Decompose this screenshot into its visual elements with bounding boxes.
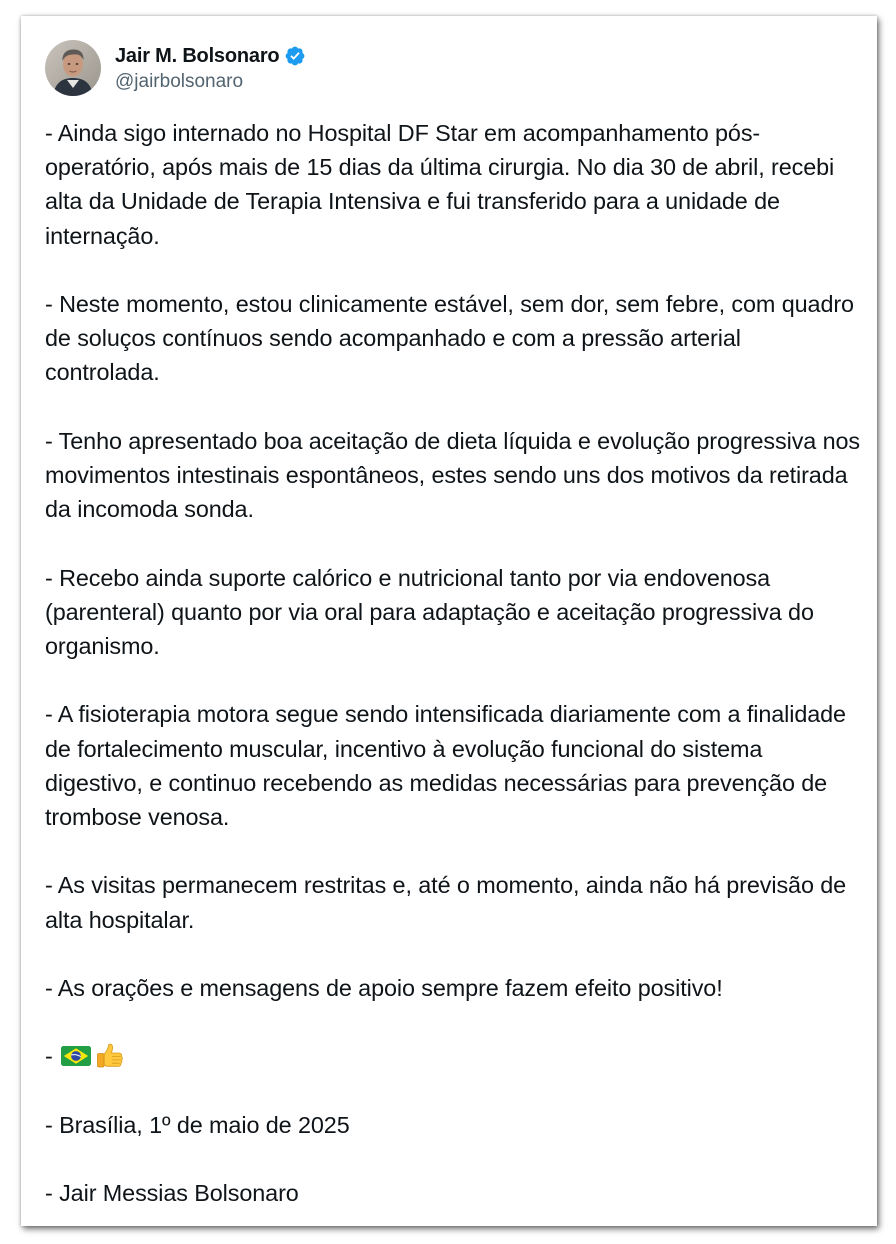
tweet-paragraph: - As orações e mensagens de apoio sempre fazem efeito positivo!: [45, 974, 723, 1001]
brazil-flag-icon: [61, 1046, 91, 1066]
tweet-paragraph: - Neste momento, estou clinicamente estável, sem dor, sem febre, com quadro de soluços contínuos sendo acompanhado e com a pressão arterial controlada.: [45, 291, 854, 386]
author-names: [115, 43, 306, 93]
tweet-paragraph: - Tenho apresentado boa aceitação de dieta líquida e evolução progressiva nos movimentos intestinais espontâneos, estes sendo uns dos motivos da retirada da incomoda sonda.: [45, 427, 861, 523]
tweet-paragraph: - A fisioterapia motora segue sendo intensificada diariamente com a finalidade de fortalecimento muscular, incentivo à evolução funcional do sistema digestivo, e continuo recebendo as medidas necessárias para prevenção de trombose venosa.: [45, 701, 846, 830]
emoji-line: [45, 1039, 860, 1073]
tweet-header: [45, 38, 306, 98]
profile-photo-icon: [45, 40, 101, 96]
verified-badge-icon: [284, 45, 306, 67]
avatar[interactable]: [45, 40, 101, 96]
name-row: [115, 43, 306, 69]
tweet-paragraph: - Recebo ainda suporte calórico e nutricional tanto por via endovenosa (parenteral) quanto por via oral para adaptação e aceitação progressiva do organismo.: [45, 564, 814, 659]
display-name[interactable]: Jair M. Bolsonaro: [115, 44, 280, 67]
location-date: - Brasília, 1º de maio de 2025: [45, 1111, 350, 1138]
tweet-paragraph: - Ainda sigo internado no Hospital DF Star em acompanhamento pós-operatório, após mais de 15 dias da última cirurgia. No dia 30 de abril, recebi alta da Unidade de Terapia Intensiva e fui transferido para a unidade de internação.: [45, 120, 835, 249]
tweet-card: [21, 16, 877, 1226]
tweet-text: [45, 116, 860, 1210]
emoji-line-prefix: -: [45, 1043, 53, 1070]
signature: - Jair Messias Bolsonaro: [45, 1180, 299, 1207]
thumbs-up-icon: [94, 1041, 124, 1071]
tweet-paragraph: - As visitas permanecem restritas e, até o momento, ainda não há previsão de alta hospitalar.: [45, 872, 847, 933]
handle[interactable]: @jairbolsonaro: [115, 71, 244, 92]
